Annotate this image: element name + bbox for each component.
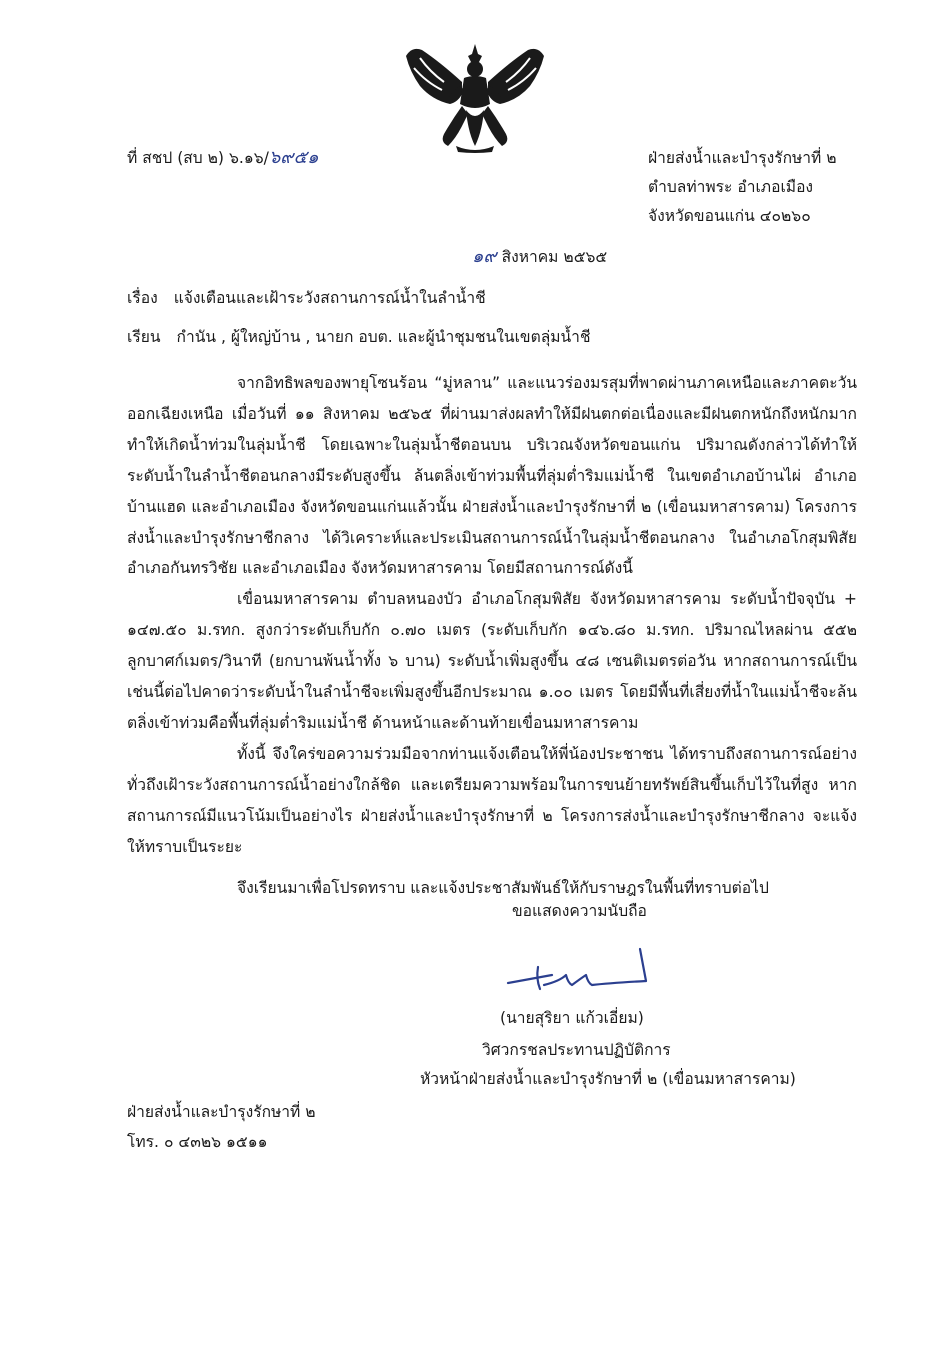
sender-line-2: ตำบลท่าพระ อำเภอเมือง — [648, 178, 814, 196]
letter-date — [472, 242, 607, 272]
handwritten-signature — [500, 945, 655, 1000]
garuda-emblem-icon — [400, 42, 550, 154]
sender-line-3: จังหวัดขอนแก่น ๔๐๒๖๐ — [648, 207, 811, 225]
signer-name: (นายสุริยา แก้วเอี่ยม) — [500, 1009, 644, 1027]
reference-number — [127, 143, 319, 173]
date-month-year: สิงหาคม ๒๕๖๕ — [501, 248, 608, 266]
reference-prefix: ที่ สชป (สบ ๒) ๖.๑๖/ — [127, 149, 269, 167]
recipient-label: เรียน — [127, 328, 161, 346]
body-paragraph-1: จากอิทธิพลของพายุโซนร้อน “มู่หลาน” และแนวร่องมรสุมที่พาดผ่านภาคเหนือและภาคตะวันออกเฉียงเหนือ เมื่อวันที่ ๑๑ สิงหาคม ๒๕๖๕ ที่ผ่านมาส่งผลทำให้มีฝนตกต่อเนื่องและมีฝนตกหนักถึงหนักมาก ทำให้เกิดน้ำท่วมในลุ่มน้ำชี โดยเฉพาะในลุ่มน้ำชีตอนบน บริเวณจังหวัดขอนแก่น ปริมาณดังกล่าวได้ทำให้ระดับน้ำในลำน้ำชีตอนกลางมีระดับสูงขึ้น ล้นตลิ่งเข้าท่วมพื้นที่ลุ่มต่ำริมแม่น้ำชี ในเขตอำเภอบ้านไผ่ อำเภอบ้านแฮด และอำเภอเมือง จังหวัดขอนแก่นแล้วนั้น ฝ่ายส่งน้ำและบำรุงรักษาที่ ๒ (เขื่อนมหาสารคาม) โครงการส่งน้ำและบำรุงรักษาชีกลาง ได้วิเคราะห์และประเมินสถานการณ์น้ำในลุ่มน้ำชีตอนกลาง ในอำเภอโกสุมพิสัย อำเภอกันทรวิชัย และอำเภอเมือง จังหวัดมหาสารคาม โดยมีสถานการณ์ดังนี้ — [127, 374, 857, 578]
subject-text: แจ้งเตือนและเฝ้าระวังสถานการณ์น้ำในลำน้ำชี — [173, 289, 486, 307]
reference-number-handwritten: ๖๙๕๑ — [268, 147, 319, 168]
body-paragraph-3: ทั้งนี้ จึงใคร่ขอความร่วมมือจากท่านแจ้งเตือนให้พี่น้องประชาชน ได้ทราบถึงสถานการณ์อย่างทั่วถึงเฝ้าระวังสถานการณ์น้ำอย่างใกล้ชิด และเตรียมความพร้อมในการขนย้ายทรัพย์สินขึ้นเก็บไว้ในที่สูง หากสถานการณ์มีแนวโน้มเป็นอย่างไร ฝ่ายส่งน้ำและบำรุงรักษาที่ ๒ โครงการส่งน้ำและบำรุงรักษาชีกลาง จะแจ้งให้ทราบเป็นระยะ — [127, 744, 857, 856]
recipient-line — [127, 322, 591, 352]
subject-line — [127, 283, 486, 313]
body-paragraph-4: จึงเรียนมาเพื่อโปรดทราบ และแจ้งประชาสัมพันธ์ให้กับราษฎรในพื้นที่ทราบต่อไป — [237, 878, 769, 897]
letter-body — [127, 368, 857, 903]
closing: ขอแสดงความนับถือ — [512, 902, 647, 920]
signer-title: หัวหน้าฝ่ายส่งน้ำและบำรุงรักษาที่ ๒ (เขื่อนมหาสารคาม) — [420, 1070, 796, 1088]
footer-office: ฝ่ายส่งน้ำและบำรุงรักษาที่ ๒ — [127, 1103, 316, 1121]
signer-position: วิศวกรชลประทานปฏิบัติการ — [482, 1041, 671, 1059]
date-day-handwritten: ๑๙ — [472, 246, 497, 267]
recipient-text: กำนัน , ผู้ใหญ่บ้าน , นายก อบต. และผู้นำชุมชนในเขตลุ่มน้ำชี — [176, 328, 591, 346]
sender-line-1: ฝ่ายส่งน้ำและบำรุงรักษาที่ ๒ — [648, 149, 837, 167]
subject-label: เรื่อง — [127, 289, 158, 307]
footer-phone: โทร. ๐ ๔๓๒๖ ๑๕๑๑ — [127, 1133, 268, 1151]
body-paragraph-2: เขื่อนมหาสารคาม ตำบลหนองบัว อำเภอโกสุมพิสัย จังหวัดมหาสารคาม ระดับน้ำปัจจุบัน + ๑๔๗.๕๐ ม.รทก. สูงกว่าระดับเก็บกัก ๐.๗๐ เมตร (ระดับเก็บกัก ๑๔๖.๘๐ ม.รทก. ปริมาณไหลผ่าน ๕๕๒ ลูกบาศก์เมตร/วินาที (ยกบานพ้นน้ำทั้ง ๖ บาน) ระดับน้ำเพิ่มสูงขึ้น ๔๘ เซนติเมตรต่อวัน หากสถานการณ์เป็นเช่นนี้ต่อไปคาดว่าระดับน้ำในลำน้ำชีจะเพิ่มสูงขึ้นอีกประมาณ ๑.๐๐ เมตร โดยมีพื้นที่เสี่ยงที่น้ำในแม่น้ำชีจะล้นตลิ่งเข้าท่วมคือพื้นที่ลุ่มต่ำริมแม่น้ำชี ด้านหน้าและด้านท้ายเขื่อนมหาสารคาม — [127, 590, 857, 732]
